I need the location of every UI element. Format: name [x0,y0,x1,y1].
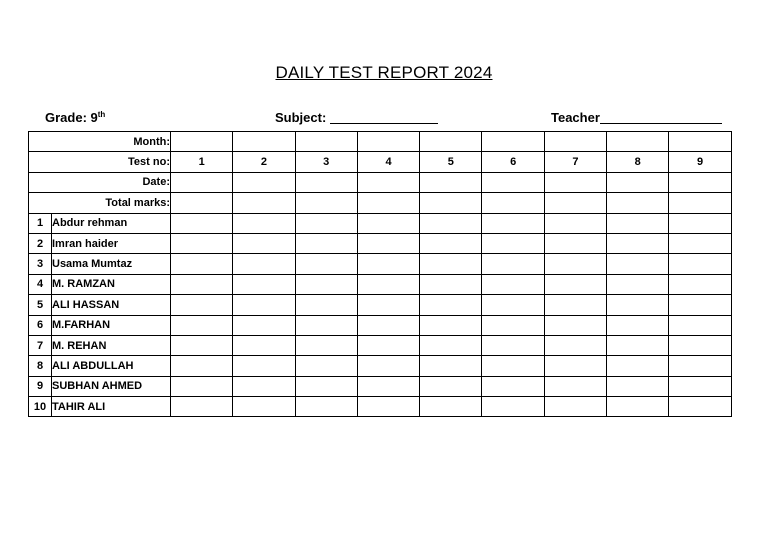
score-cell [482,172,544,192]
score-cell [357,193,419,213]
score-cell [607,376,669,396]
subject-blank-line [330,111,438,124]
teacher-blank-line [600,111,722,124]
test-number-cell: 2 [233,152,295,172]
student-name: ALI HASSAN [52,295,171,315]
test-no-row [29,152,732,172]
score-cell [171,213,233,233]
student-row [29,356,732,376]
score-cell [669,213,731,233]
score-cell [420,172,482,192]
score-cell [544,397,606,417]
score-cell [607,274,669,294]
student-row [29,376,732,396]
test-number-cell: 8 [607,152,669,172]
score-cell [420,213,482,233]
score-cell [544,376,606,396]
score-cell [669,233,731,253]
student-name: M. RAMZAN [52,274,171,294]
score-cell [233,193,295,213]
score-cell [233,254,295,274]
score-cell [482,315,544,335]
score-cell [420,254,482,274]
score-cell [233,376,295,396]
score-cell [669,254,731,274]
score-cell [544,335,606,355]
score-cell [171,376,233,396]
student-name: SUBHAN AHMED [52,376,171,396]
score-cell [482,213,544,233]
teacher-label: Teacher [551,110,600,125]
score-cell [544,315,606,335]
score-cell [607,356,669,376]
score-cell [295,295,357,315]
score-cell [357,132,419,152]
score-cell [171,315,233,335]
student-serial: 7 [29,335,52,355]
student-name: ALI ABDULLAH [52,356,171,376]
total-marks-label: Total marks: [29,193,171,213]
test-number-cell: 1 [171,152,233,172]
score-cell [357,356,419,376]
score-cell [544,356,606,376]
score-cell [357,397,419,417]
score-cell [171,172,233,192]
score-cell [669,335,731,355]
student-name: Abdur rehman [52,213,171,233]
score-cell [171,274,233,294]
score-cell [171,356,233,376]
score-cell [233,315,295,335]
score-cell [607,132,669,152]
date-label: Date: [29,172,171,192]
test-no-label: Test no: [29,152,171,172]
score-cell [482,356,544,376]
score-cell [607,295,669,315]
score-cell [233,172,295,192]
score-cell [482,295,544,315]
score-cell [295,356,357,376]
score-cell [233,132,295,152]
score-cell [669,132,731,152]
test-number-cell: 9 [669,152,731,172]
score-cell [482,335,544,355]
score-cell [295,254,357,274]
score-cell [607,335,669,355]
student-serial: 4 [29,274,52,294]
score-cell [607,172,669,192]
student-name: Usama Mumtaz [52,254,171,274]
score-cell [544,172,606,192]
test-number-cell: 4 [357,152,419,172]
month-label: Month: [29,132,171,152]
score-cell [420,356,482,376]
score-cell [544,193,606,213]
test-number-cell: 3 [295,152,357,172]
score-cell [233,274,295,294]
score-cell [607,315,669,335]
score-cell [420,132,482,152]
score-cell [357,172,419,192]
score-cell [669,295,731,315]
student-row [29,315,732,335]
student-serial: 3 [29,254,52,274]
score-cell [357,335,419,355]
score-cell [482,132,544,152]
score-cell [544,274,606,294]
student-serial: 8 [29,356,52,376]
month-row [29,132,732,152]
score-cell [295,132,357,152]
student-name: M. REHAN [52,335,171,355]
score-cell [295,172,357,192]
score-cell [357,376,419,396]
score-cell [482,397,544,417]
score-cell [171,132,233,152]
score-cell [295,274,357,294]
student-serial: 10 [29,397,52,417]
teacher-field [551,110,722,125]
score-cell [357,295,419,315]
score-cell [420,233,482,253]
student-row [29,335,732,355]
score-cell [295,315,357,335]
score-cell [482,376,544,396]
student-serial: 1 [29,213,52,233]
score-cell [420,315,482,335]
score-cell [420,376,482,396]
score-cell [233,356,295,376]
score-cell [420,193,482,213]
score-cell [544,233,606,253]
test-number-cell: 5 [420,152,482,172]
score-cell [420,274,482,294]
score-cell [171,295,233,315]
score-cell [295,233,357,253]
test-number-cell: 6 [482,152,544,172]
date-row [29,172,732,192]
score-cell [357,213,419,233]
student-row [29,213,732,233]
total-marks-row [29,193,732,213]
score-cell [669,356,731,376]
grade-label: Grade: 9 [45,110,98,125]
score-cell [233,335,295,355]
score-cell [482,233,544,253]
score-cell [233,233,295,253]
student-row [29,233,732,253]
score-cell [669,397,731,417]
subject-field [275,110,438,125]
student-row [29,274,732,294]
score-cell [295,376,357,396]
score-cell [669,274,731,294]
score-cell [420,397,482,417]
report-table [28,131,732,417]
score-cell [295,213,357,233]
test-number-cell: 7 [544,152,606,172]
report-title: DAILY TEST REPORT 2024 [275,63,493,82]
score-cell [607,213,669,233]
score-cell [357,274,419,294]
score-cell [357,233,419,253]
score-cell [669,315,731,335]
score-cell [233,397,295,417]
score-cell [295,193,357,213]
score-cell [171,233,233,253]
score-cell [420,295,482,315]
student-row [29,254,732,274]
score-cell [295,335,357,355]
score-cell [544,213,606,233]
subject-label: Subject: [275,110,327,125]
score-cell [171,335,233,355]
student-name: Imran haider [52,233,171,253]
score-cell [607,193,669,213]
score-cell [171,397,233,417]
score-cell [607,397,669,417]
score-cell [233,213,295,233]
student-serial: 9 [29,376,52,396]
grade-field [45,110,105,125]
student-name: TAHIR ALI [52,397,171,417]
score-cell [669,172,731,192]
score-cell [669,193,731,213]
student-serial: 6 [29,315,52,335]
student-serial: 2 [29,233,52,253]
score-cell [607,254,669,274]
score-cell [420,335,482,355]
student-serial: 5 [29,295,52,315]
score-cell [171,254,233,274]
score-cell [357,254,419,274]
score-cell [482,254,544,274]
grade-suffix: th [97,110,106,119]
score-cell [607,233,669,253]
score-cell [171,193,233,213]
student-row [29,295,732,315]
student-row [29,397,732,417]
score-cell [233,295,295,315]
score-cell [295,397,357,417]
score-cell [357,315,419,335]
score-cell [544,254,606,274]
score-cell [544,295,606,315]
score-cell [669,376,731,396]
score-cell [482,193,544,213]
student-name: M.FARHAN [52,315,171,335]
score-cell [544,132,606,152]
score-cell [482,274,544,294]
